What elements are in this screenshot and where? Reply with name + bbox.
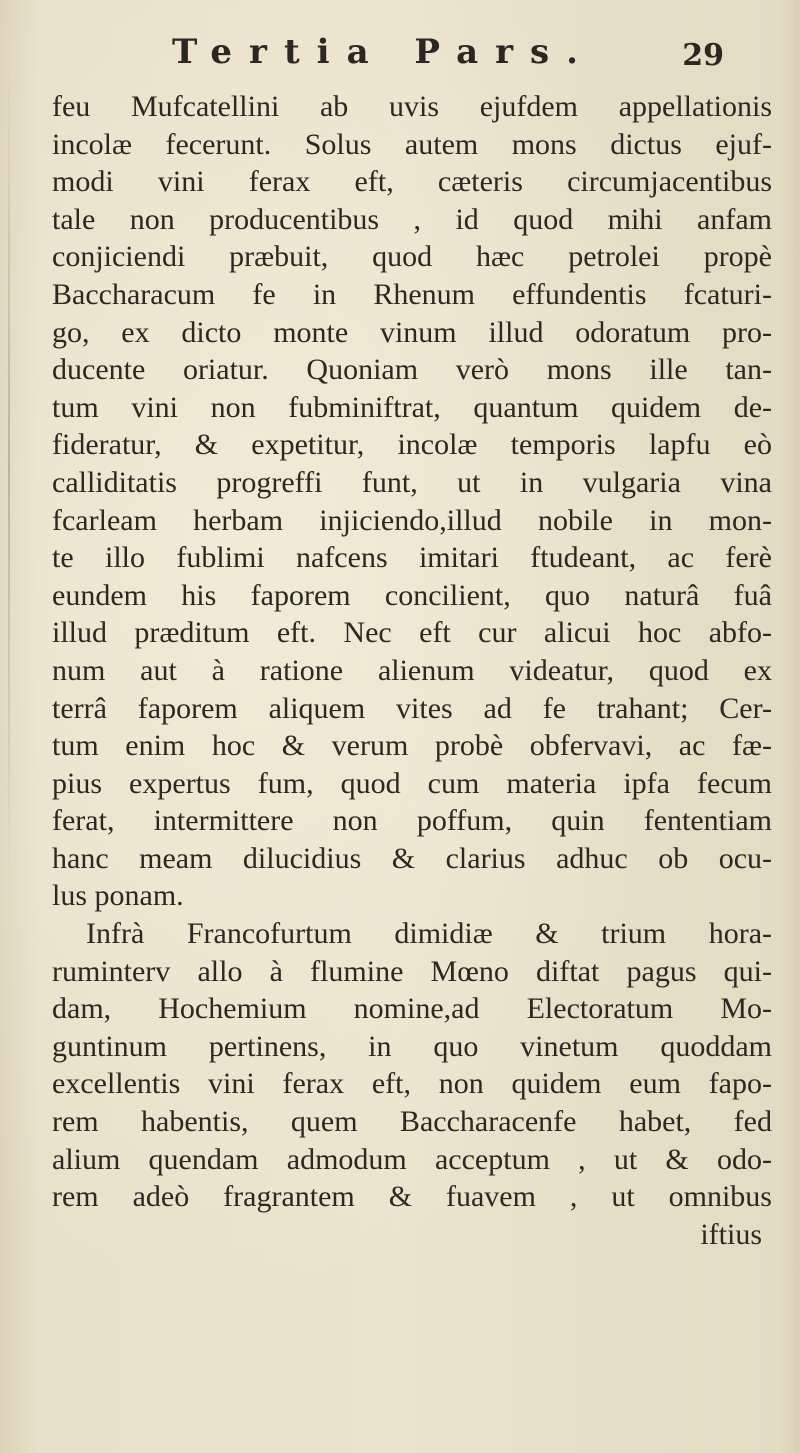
text-line: ducente oriatur. Quoniam verò mons ille tan- (52, 353, 772, 387)
running-title: Tertia Pars. (172, 32, 596, 72)
text-line: excellentis vini ferax eft, non quidem eum fapo- (52, 1067, 772, 1101)
text-line: rem habentis, quem Baccharacenfe habet, fed (52, 1105, 772, 1139)
text-line: tum vini non fubminiftrat, quantum quidem de- (52, 390, 772, 424)
text-line: Baccharacum fe in Rhenum effundentis fcaturi- (52, 277, 772, 311)
text-line: guntinum pertinens, in quo vinetum quoddam (52, 1029, 772, 1063)
text-line: hanc meam dilucidius & clarius adhuc ob ocu- (52, 841, 772, 875)
body-text (52, 88, 772, 1253)
text-line: conjiciendi præbuit, quod hæc petrolei propè (52, 240, 772, 274)
text-line: pius expertus fum, quod cum materia ipfa fecum (52, 766, 772, 800)
page-number: 29 (682, 38, 724, 73)
catchword: iftius (700, 1217, 762, 1251)
text-line: modi vini ferax eft, cæteris circumjacentibus (52, 165, 772, 199)
text-line: terrâ faporem aliquem vites ad fe trahant; Cer- (52, 691, 772, 725)
text-line: ruminterv allo à flumine Mœno diftat pagus qui- (52, 954, 772, 988)
text-line: feu Mufcatellini ab uvis ejufdem appellationis (52, 90, 772, 123)
binding-shadow (8, 60, 10, 880)
text-line: illud præditum eft. Nec eft cur alicui hoc abfo- (52, 616, 772, 650)
text-line: rem adeò fragrantem & fuavem , ut omnibus (52, 1180, 772, 1214)
text-line: lus ponam. (52, 879, 184, 913)
text-line: go, ex dicto monte vinum illud odoratum pro- (52, 315, 772, 349)
text-line: ferat, intermittere non poffum, quin fententiam (52, 804, 772, 838)
text-line: calliditatis progreffi funt, ut in vulgaria vina (52, 465, 772, 499)
text-line: te illo fublimi nafcens imitari ftudeant, ac ferè (52, 541, 772, 575)
paragraph-start-line: Infrà Francofurtum dimidiæ & trium hora- (86, 917, 772, 951)
text-line: dam, Hochemium nomine,ad Electoratum Mo- (52, 992, 772, 1026)
text-line: tale non producentibus , id quod mihi anfam (52, 202, 772, 236)
text-line: fideratur, & expetitur, incolæ temporis lapfu eò (52, 428, 772, 462)
running-head (172, 28, 772, 88)
text-line: alium quendam admodum acceptum , ut & odo- (52, 1142, 772, 1176)
text-line: tum enim hoc & verum probè obfervavi, ac fæ- (52, 729, 772, 763)
text-line: fcarleam herbam injiciendo,illud nobile in mon- (52, 503, 772, 537)
text-line: eundem his faporem concilient, quo naturâ fuâ (52, 578, 772, 612)
text-line: incolæ fecerunt. Solus autem mons dictus ejuf- (52, 127, 772, 161)
text-line: num aut à ratione alienum videatur, quod ex (52, 653, 772, 687)
